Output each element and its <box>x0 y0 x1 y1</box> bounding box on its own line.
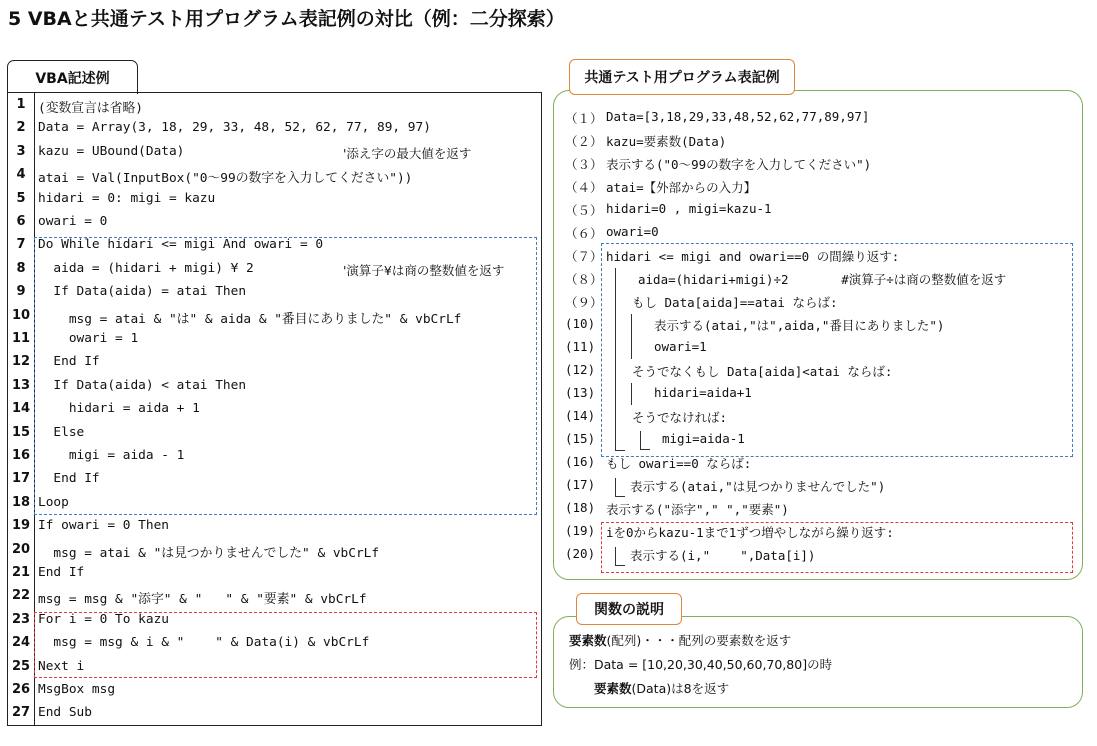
common-line-text: hidari <= migi and owari==0 の間繰り返す: <box>606 249 900 264</box>
vba-line <box>8 444 541 467</box>
common-line-number: （８） <box>565 272 603 287</box>
vba-line-number: 10 <box>11 307 31 323</box>
common-line-number: (14) <box>565 408 596 423</box>
common-line-text: 表示する(atai,"は見つかりませんでした") <box>630 479 886 494</box>
common-line-number: (10) <box>565 316 596 331</box>
common-line-text: 表示する(atai,"は",aida,"番目にありました") <box>654 318 945 333</box>
common-line-number: (18) <box>565 500 596 515</box>
vba-line-number: 19 <box>11 518 31 534</box>
vba-line-number: 8 <box>16 260 26 276</box>
vba-line <box>8 655 541 678</box>
common-line-text: 表示する(i," ",Data[i]) <box>630 548 816 563</box>
vba-line <box>8 257 541 280</box>
vba-line-number: 18 <box>11 494 31 510</box>
vba-line <box>8 327 541 350</box>
vba-line <box>8 163 541 186</box>
vba-line <box>8 467 541 490</box>
vba-line <box>8 561 541 584</box>
common-line-text: aida=(hidari+migi)÷2 #演算子÷は商の整数値を返す <box>638 272 1007 287</box>
common-line-text: hidari=aida+1 <box>654 385 752 400</box>
vba-code-text: MsgBox msg <box>38 682 116 697</box>
common-line-text: 表示する("添字"," ","要素") <box>606 502 789 517</box>
common-line-number: (20) <box>565 546 596 561</box>
vba-line <box>8 374 541 397</box>
common-line-text: hidari=0 , migi=kazu-1 <box>606 201 772 216</box>
common-line-text: migi=aida-1 <box>662 431 745 446</box>
common-line-number: (16) <box>565 454 596 469</box>
nest-bar <box>631 314 632 359</box>
vba-code-text: End If <box>38 354 100 370</box>
common-line-number: （７） <box>565 249 603 264</box>
vba-line-number: 16 <box>11 448 31 463</box>
vba-line <box>8 421 541 444</box>
vba-line <box>8 584 541 607</box>
vba-line <box>8 350 541 373</box>
vba-code-listing <box>7 92 542 726</box>
common-line-text: もし owari==0 ならば: <box>606 456 752 471</box>
common-line-number: （９） <box>565 295 603 310</box>
vba-line <box>8 397 541 420</box>
vba-comment: '添え字の最大値を返す <box>343 145 472 161</box>
nest-corner <box>615 438 625 451</box>
common-line-number: （５） <box>565 203 603 218</box>
vba-code-text: Do While hidari <= migi And owari = 0 <box>38 237 324 253</box>
common-line-number: (12) <box>565 362 596 377</box>
vba-line <box>8 93 541 116</box>
vba-code-text: msg = msg & "添字" & " " & "要素" & vbCrLf <box>38 592 367 608</box>
vba-line <box>8 514 541 537</box>
common-line-number: （２） <box>565 134 603 149</box>
vba-code-text: owari = 0 <box>38 214 108 229</box>
nest-bar <box>615 268 616 438</box>
common-line-text: kazu=要素数(Data) <box>606 134 727 149</box>
vba-line-number: 11 <box>11 331 31 346</box>
nest-bar <box>631 383 632 405</box>
vba-code-text: End Sub <box>38 705 92 721</box>
vba-code-text: Else <box>38 424 85 440</box>
vba-code-text: If Data(aida) = atai Then <box>38 284 247 300</box>
vba-line-number: 2 <box>16 120 26 136</box>
vba-line <box>8 280 541 303</box>
vba-line-number: 26 <box>11 682 31 697</box>
vba-code-text: If Data(aida) < atai Then <box>38 377 247 393</box>
vba-section-label: VBA記述例 <box>7 60 138 94</box>
vba-line-number: 6 <box>16 214 26 229</box>
vba-code-text: For i = 0 To kazu <box>38 611 169 627</box>
common-line-number: (17) <box>565 477 596 492</box>
vba-line-number: 17 <box>11 471 31 487</box>
common-line-text: atai=【外部からの入力】 <box>606 180 757 195</box>
vba-code-text: owari = 1 <box>38 331 139 346</box>
vba-line-number: 24 <box>11 635 31 651</box>
vba-code-text: aida = (hidari + migi) ¥ 2 <box>38 260 254 276</box>
common-line-number: (15) <box>565 431 596 446</box>
vba-code-text: Next i <box>38 658 85 674</box>
common-test-section-label: 共通テスト用プログラム表記例 <box>569 59 795 95</box>
vba-line <box>8 116 541 139</box>
vba-comment: '演算子¥は商の整数値を返す <box>343 262 505 278</box>
vba-line-number: 7 <box>16 237 26 253</box>
vba-line-number: 22 <box>11 588 31 604</box>
common-line-text: Data=[3,18,29,33,48,52,62,77,89,97] <box>606 109 870 124</box>
vba-line <box>8 538 541 561</box>
vba-code-text: msg = atai & "は" & aida & "番目にありました" & vbCrLf <box>38 311 462 327</box>
vba-line-number: 12 <box>11 354 31 370</box>
common-line-text: owari=1 <box>654 339 707 354</box>
vba-line-number: 14 <box>11 401 31 417</box>
function-description-label: 関数の説明 <box>576 593 682 625</box>
common-line-number: （４） <box>565 180 603 195</box>
function-example-line <box>569 655 832 673</box>
vba-line <box>8 678 541 701</box>
nest-corner <box>640 431 650 450</box>
vba-code-text: Data = Array(3, 18, 29, 33, 48, 52, 62, 77, 89, 97) <box>38 120 431 136</box>
common-line-number: (13) <box>565 385 596 400</box>
common-line-number: (11) <box>565 339 596 354</box>
vba-code-text: hidari = aida + 1 <box>38 401 200 417</box>
vba-line-number: 20 <box>11 541 31 557</box>
vba-line-number: 13 <box>11 377 31 393</box>
vba-code-text: If owari = 0 Then <box>38 518 169 534</box>
vba-code-text: End If <box>38 565 85 580</box>
vba-line-number: 5 <box>16 190 26 206</box>
vba-line-number: 4 <box>16 167 26 183</box>
common-line-text: 表示する("0～99の数字を入力してください") <box>606 157 872 172</box>
function-signature: (配列)・・・配列の要素数を返す <box>606 633 792 648</box>
vba-line <box>8 233 541 256</box>
vba-code-text: msg = msg & i & " " & Data(i) & vbCrLf <box>38 635 370 651</box>
page-title: 5 VBAと共通テスト用プログラム表記例の対比（例：二分探索） <box>8 8 565 30</box>
vba-line <box>8 631 541 654</box>
vba-code-text: End If <box>38 471 100 487</box>
nest-corner <box>615 547 625 566</box>
common-line-number: （６） <box>565 226 603 241</box>
function-description-line <box>569 631 791 649</box>
nest-corner <box>615 478 625 497</box>
function-example-text: 例：Data = [10,20,30,40,50,60,70,80]の時 <box>569 657 833 672</box>
common-line-text: そうでなくもし Data[aida]<atai ならば: <box>632 364 893 379</box>
vba-line <box>8 304 541 327</box>
vba-line <box>8 210 541 233</box>
vba-code-text: atai = Val(InputBox("0～99の数字を入力してください")) <box>38 171 413 187</box>
vba-code-text: migi = aida - 1 <box>38 448 185 463</box>
vba-line-number: 15 <box>11 424 31 440</box>
vba-line-number: 21 <box>11 565 31 580</box>
vba-code-text: hidari = 0: migi = kazu <box>38 190 216 206</box>
function-result-text: (Data)は8を返す <box>631 681 730 696</box>
vba-line-number: 9 <box>16 284 26 300</box>
function-name: 要素数 <box>569 633 607 648</box>
vba-line <box>8 608 541 631</box>
vba-line <box>8 187 541 210</box>
function-result-line <box>594 679 729 697</box>
common-line-number: （３） <box>565 157 603 172</box>
vba-code-text: msg = atai & "は見つかりませんでした" & vbCrLf <box>38 545 380 561</box>
vba-line-number: 3 <box>16 143 26 159</box>
vba-code-text: kazu = UBound(Data) <box>38 143 185 159</box>
vba-code-text: (変数宣言は省略) <box>38 101 143 116</box>
common-line-number: （１） <box>565 111 603 126</box>
vba-line <box>8 140 541 163</box>
vba-line <box>8 491 541 514</box>
vba-line-number: 25 <box>11 658 31 674</box>
vba-line-number: 27 <box>11 705 31 721</box>
function-name: 要素数 <box>594 681 632 696</box>
vba-line-number: 1 <box>16 97 26 112</box>
vba-line <box>8 701 541 724</box>
common-line-number: (19) <box>565 523 596 538</box>
vba-code-text: Loop <box>38 494 69 510</box>
common-line-text: iを0からkazu-1まで1ずつ増やしながら繰り返す: <box>606 525 894 540</box>
vba-line-number: 23 <box>11 611 31 627</box>
common-line-text: もし Data[aida]==atai ならば: <box>632 295 838 310</box>
common-line-text: owari=0 <box>606 224 659 239</box>
common-line-text: そうでなければ: <box>632 410 728 425</box>
